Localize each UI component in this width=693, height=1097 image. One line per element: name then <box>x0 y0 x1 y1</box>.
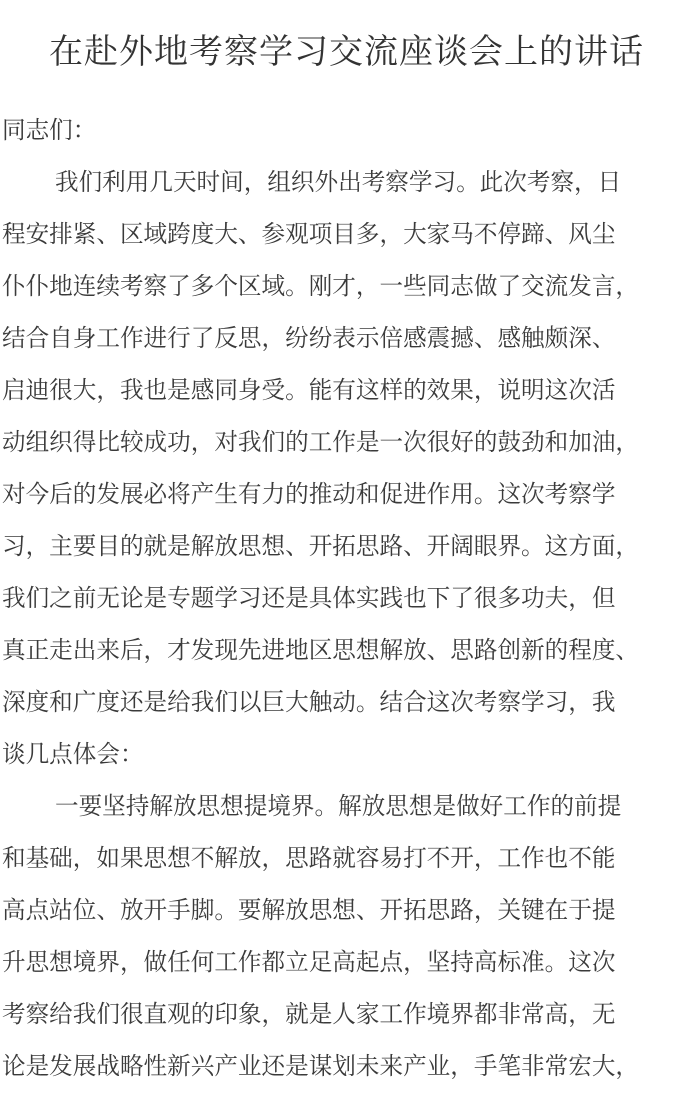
paragraph-line: 程安排紧、区域跨度大、参观项目多，大家马不停蹄、风尘 <box>2 220 616 248</box>
paragraph-line: 我们之前无论是专题学习还是具体实践也下了很多功夫，但 <box>2 584 616 612</box>
paragraph-line: 一要坚持解放思想提境界。解放思想是做好工作的前提 <box>55 792 622 820</box>
document-title: 在赴外地考察学习交流座谈会上的讲话 <box>49 32 644 72</box>
paragraph-line: 结合自身工作进行了反思，纷纷表示倍感震撼、感触颇深、 <box>2 324 616 352</box>
paragraph-line: 真正走出来后，才发现先进地区思想解放、思路创新的程度、 <box>2 636 640 664</box>
paragraph-line: 习，主要目的就是解放思想、开拓思路、开阔眼界。这方面， <box>2 532 640 560</box>
paragraph-line: 考察给我们很直观的印象，就是人家工作境界都非常高，无 <box>2 1000 616 1028</box>
paragraph-line: 深度和广度还是给我们以巨大触动。结合这次考察学习，我 <box>2 688 616 716</box>
document-body <box>2 104 693 1092</box>
paragraph-line: 仆仆地连续考察了多个区域。刚才，一些同志做了交流发言， <box>2 272 640 300</box>
paragraph-line: 动组织得比较成功，对我们的工作是一次很好的鼓劲和加油， <box>2 428 640 456</box>
paragraph-line: 高点站位、放开手脚。要解放思想、开拓思路，关键在于提 <box>2 896 616 924</box>
paragraph-line: 谈几点体会： <box>2 740 144 768</box>
salutation-line: 同志们： <box>2 116 97 144</box>
paragraph-line: 论是发展战略性新兴产业还是谋划未来产业，手笔非常宏大， <box>2 1052 640 1080</box>
paragraph-line: 对今后的发展必将产生有力的推动和促进作用。这次考察学 <box>2 480 616 508</box>
paragraph-line: 和基础，如果思想不解放，思路就容易打不开，工作也不能 <box>2 844 616 872</box>
paragraph-line: 我们利用几天时间，组织外出考察学习。此次考察，日 <box>55 168 622 196</box>
paragraph-line: 升思想境界，做任何工作都立足高起点，坚持高标准。这次 <box>2 948 616 976</box>
paragraph-line: 启迪很大，我也是感同身受。能有这样的效果，说明这次活 <box>2 376 616 404</box>
